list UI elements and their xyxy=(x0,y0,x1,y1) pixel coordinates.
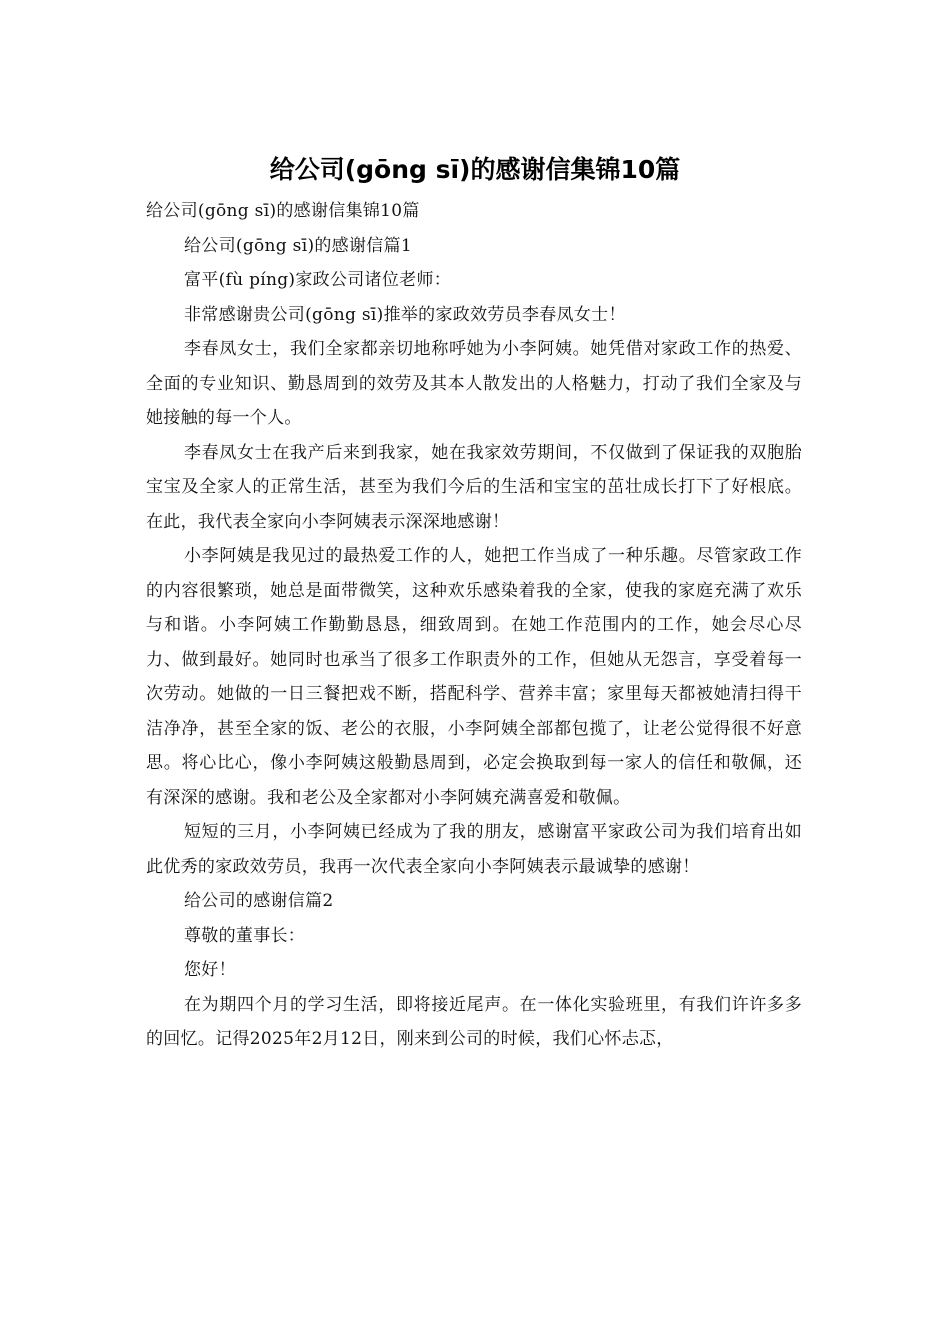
document-body xyxy=(146,194,802,1057)
paragraph-subtitle: 给公司(gōng sī)的感谢信集锦10篇 xyxy=(146,201,420,221)
paragraph-body: 李春凤女士，我们全家都亲切地称呼她为小李阿姨。她凭借对家政工作的热爱、全面的专业知识、勤恳周到的效劳及其本人散发出的人格魅力，打动了我们全家及与她接触的每一个人。 xyxy=(146,339,802,428)
paragraph-body: 在为期四个月的学习生活，即将接近尾声。在一体化实验班里，有我们许许多多的回忆。记得2025年2月12日，刚来到公司的时候，我们心怀忐忑， xyxy=(146,994,802,1049)
document-title: 给公司(gōng sī)的感谢信集锦10篇 xyxy=(269,155,681,184)
paragraph-body: 小李阿姨是我见过的最热爱工作的人，她把工作当成了一种乐趣。尽管家政工作的内容很繁琐，她总是面带微笑，这种欢乐感染着我的全家，使我的家庭充满了欢乐与和谐。小李阿姨工作勤勤恳恳，细致周到。在她工作范围内的工作，她会尽心尽力、做到最好。她同时也承当了很多工作职责外的工作，但她从无怨言，享受着每一次劳动。她做的一日三餐把戏不断，搭配科学、营养丰富；家里每天都被她清扫得干洁净净，甚至全家的饭、老公的衣服，小李阿姨全部都包揽了，让老公觉得很不好意思。将心比心，像小李阿姨这般勤恳周到，必定会换取到每一家人的信任和敬佩，还有深深的感谢。我和老公及全家都对小李阿姨充满喜爱和敬佩。 xyxy=(146,546,802,808)
paragraph-letter2-heading: 给公司的感谢信篇2 xyxy=(184,891,334,911)
paragraph-letter1-heading: 给公司(gōng sī)的感谢信篇1 xyxy=(184,235,412,256)
paragraph-salutation: 尊敬的董事长： xyxy=(184,925,306,946)
paragraph-body: 李春凤女士在我产后来到我家，她在我家效劳期间，不仅做到了保证我的双胞胎宝宝及全家人的正常生活，甚至为我们今后的生活和宝宝的茁壮成长打下了好根底。在此，我代表全家向小李阿姨表示深深地感谢！ xyxy=(146,442,802,532)
paragraph-thanks: 非常感谢贵公司(gōng sī)推举的家政效劳员李春凤女士！ xyxy=(184,304,626,325)
paragraph-greeting: 您好！ xyxy=(184,960,236,980)
paragraph-salutation: 富平(fù píng)家政公司诸位老师： xyxy=(184,270,452,290)
paragraph-body: 短短的三月，小李阿姨已经成为了我的朋友，感谢富平家政公司为我们培育出如此优秀的家政效劳员，我再一次代表全家向小李阿姨表示最诚挚的感谢！ xyxy=(146,822,802,877)
